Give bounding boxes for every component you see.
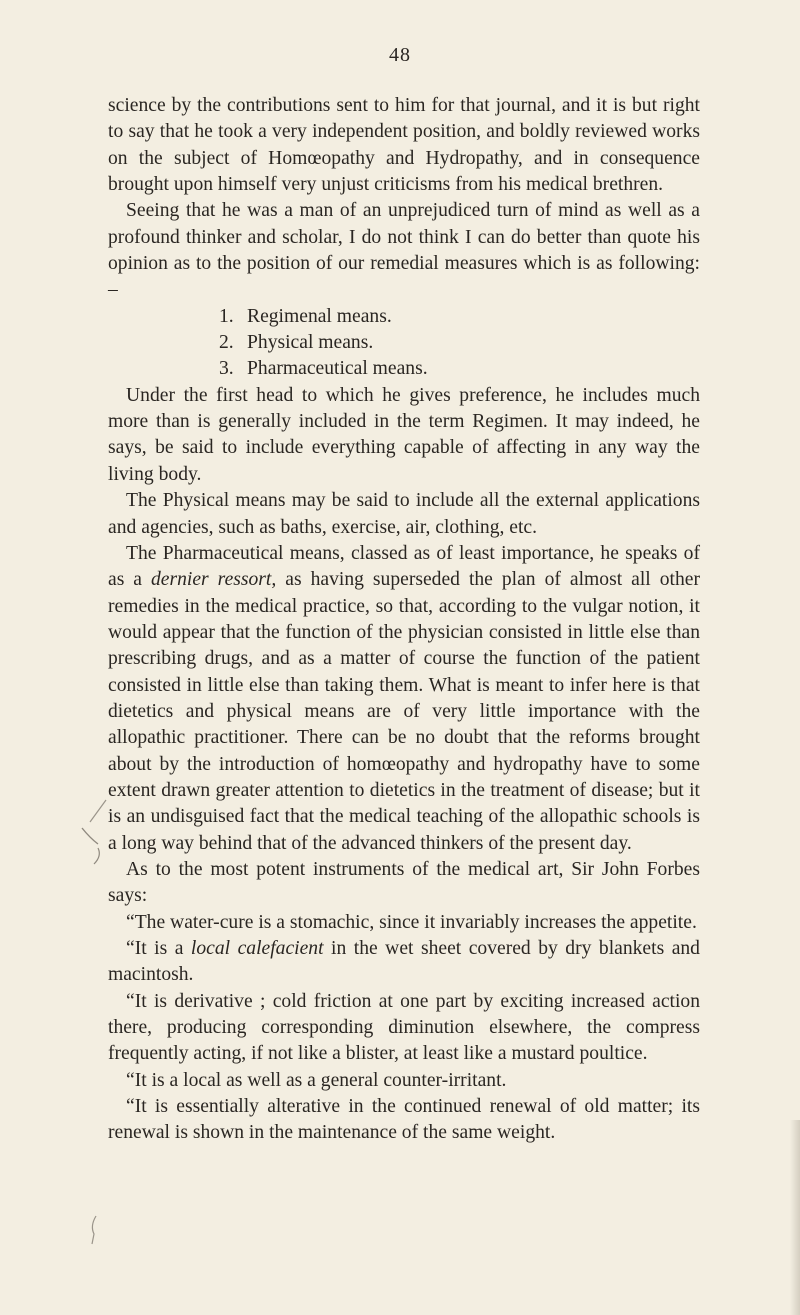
physical-paragraph: The Physical means may be said to include all the external applications and agencies, such as baths, exercise, air, clothing, etc.	[108, 490, 700, 538]
list-item	[219, 356, 700, 382]
page-edge-shadow	[790, 1120, 800, 1315]
quote-derivative: “It is derivative ; cold friction at one part by exciting increased action there, producing corresponding diminution elsewhere, the compress frequently acting, if not like a blister, at least like a mustard poultice.	[108, 990, 700, 1065]
list-text: Pharmaceutical means.	[247, 358, 428, 380]
quote-local-calefacient	[108, 936, 700, 989]
regimen-paragraph: Under the first head to which he gives preference, he includes much more than is generally included in the term Regimen. It may indeed, he says, be said to include everything capable of affecting in any way the living body.	[108, 384, 700, 485]
quote-stomachic: “The water-cure is a stomachic, since it invariably increases the appetite.	[126, 911, 697, 933]
margin-pencil-mark	[76, 798, 110, 868]
list-number: 3.	[219, 358, 234, 380]
quote-alterative: “It is essentially alterative in the continued renewal of old matter; its renewal is shown in the maintenance of the same weight.	[108, 1096, 700, 1144]
list-item	[219, 304, 700, 330]
opening-paragraph: science by the contributions sent to him for that journal, and it is but right to say that he took a very independent position, and boldly reviewed works on the subject of Homœopathy and Hydropathy, and in consequence brought upon himself very unjust criticisms from his medical brethren.	[108, 95, 700, 196]
list-number: 2.	[219, 332, 234, 354]
page-number: 48	[389, 44, 411, 66]
quote-counter-irritant: “It is a local as well as a general counter-irritant.	[126, 1069, 507, 1091]
margin-pencil-mark-lower	[86, 1214, 102, 1246]
list-text: Regimenal means.	[247, 305, 392, 327]
pharma-text-before: The Pharmaceutical means, classed as of least importance, he speaks of as a	[108, 542, 700, 591]
pharmaceutical-paragraph	[108, 541, 700, 857]
pharma-text-after: as having superseded the plan of almost all other remedies in the medical practice, so that, according to the vulgar notion, it would appear that the function of the physician consisted in little else than prescribing drugs, and as a matter of course the function of the patient consisted in little else than taking them. What is meant to infer here is that dietetics and physical means are of very little importance with the allopathic practitioner. There can be no doubt that the reforms brought about by the introduction of homœopathy and hydropathy have to some extent drawn greater attention to dietetics in the treatment of disease; but it is an undisguised fact that the medical teaching of the allopathic schools is a long way behind that of the advanced thinkers of the present day.	[108, 569, 700, 854]
quote-text-after: in the wet sheet covered by dry blankets and macintosh.	[108, 938, 700, 986]
list-item	[219, 330, 700, 356]
list-number: 1.	[219, 305, 234, 327]
page-body	[108, 93, 700, 1147]
dernier-ressort-phrase: dernier ressort,	[151, 569, 277, 591]
local-calefacient-phrase: local calefacient	[190, 938, 324, 959]
list-text: Physical means.	[247, 332, 374, 354]
forbes-intro-paragraph: As to the most potent instruments of the medical art, Sir John Forbes says:	[108, 858, 700, 907]
quote-text-before: “It is a	[126, 938, 191, 959]
intro-paragraph: Seeing that he was a man of an unprejudiced turn of mind as well as a profound thinker and scholar, I do not think I can do better than quote his opinion as to the position of our remedial measures which is as following: –	[108, 200, 700, 301]
